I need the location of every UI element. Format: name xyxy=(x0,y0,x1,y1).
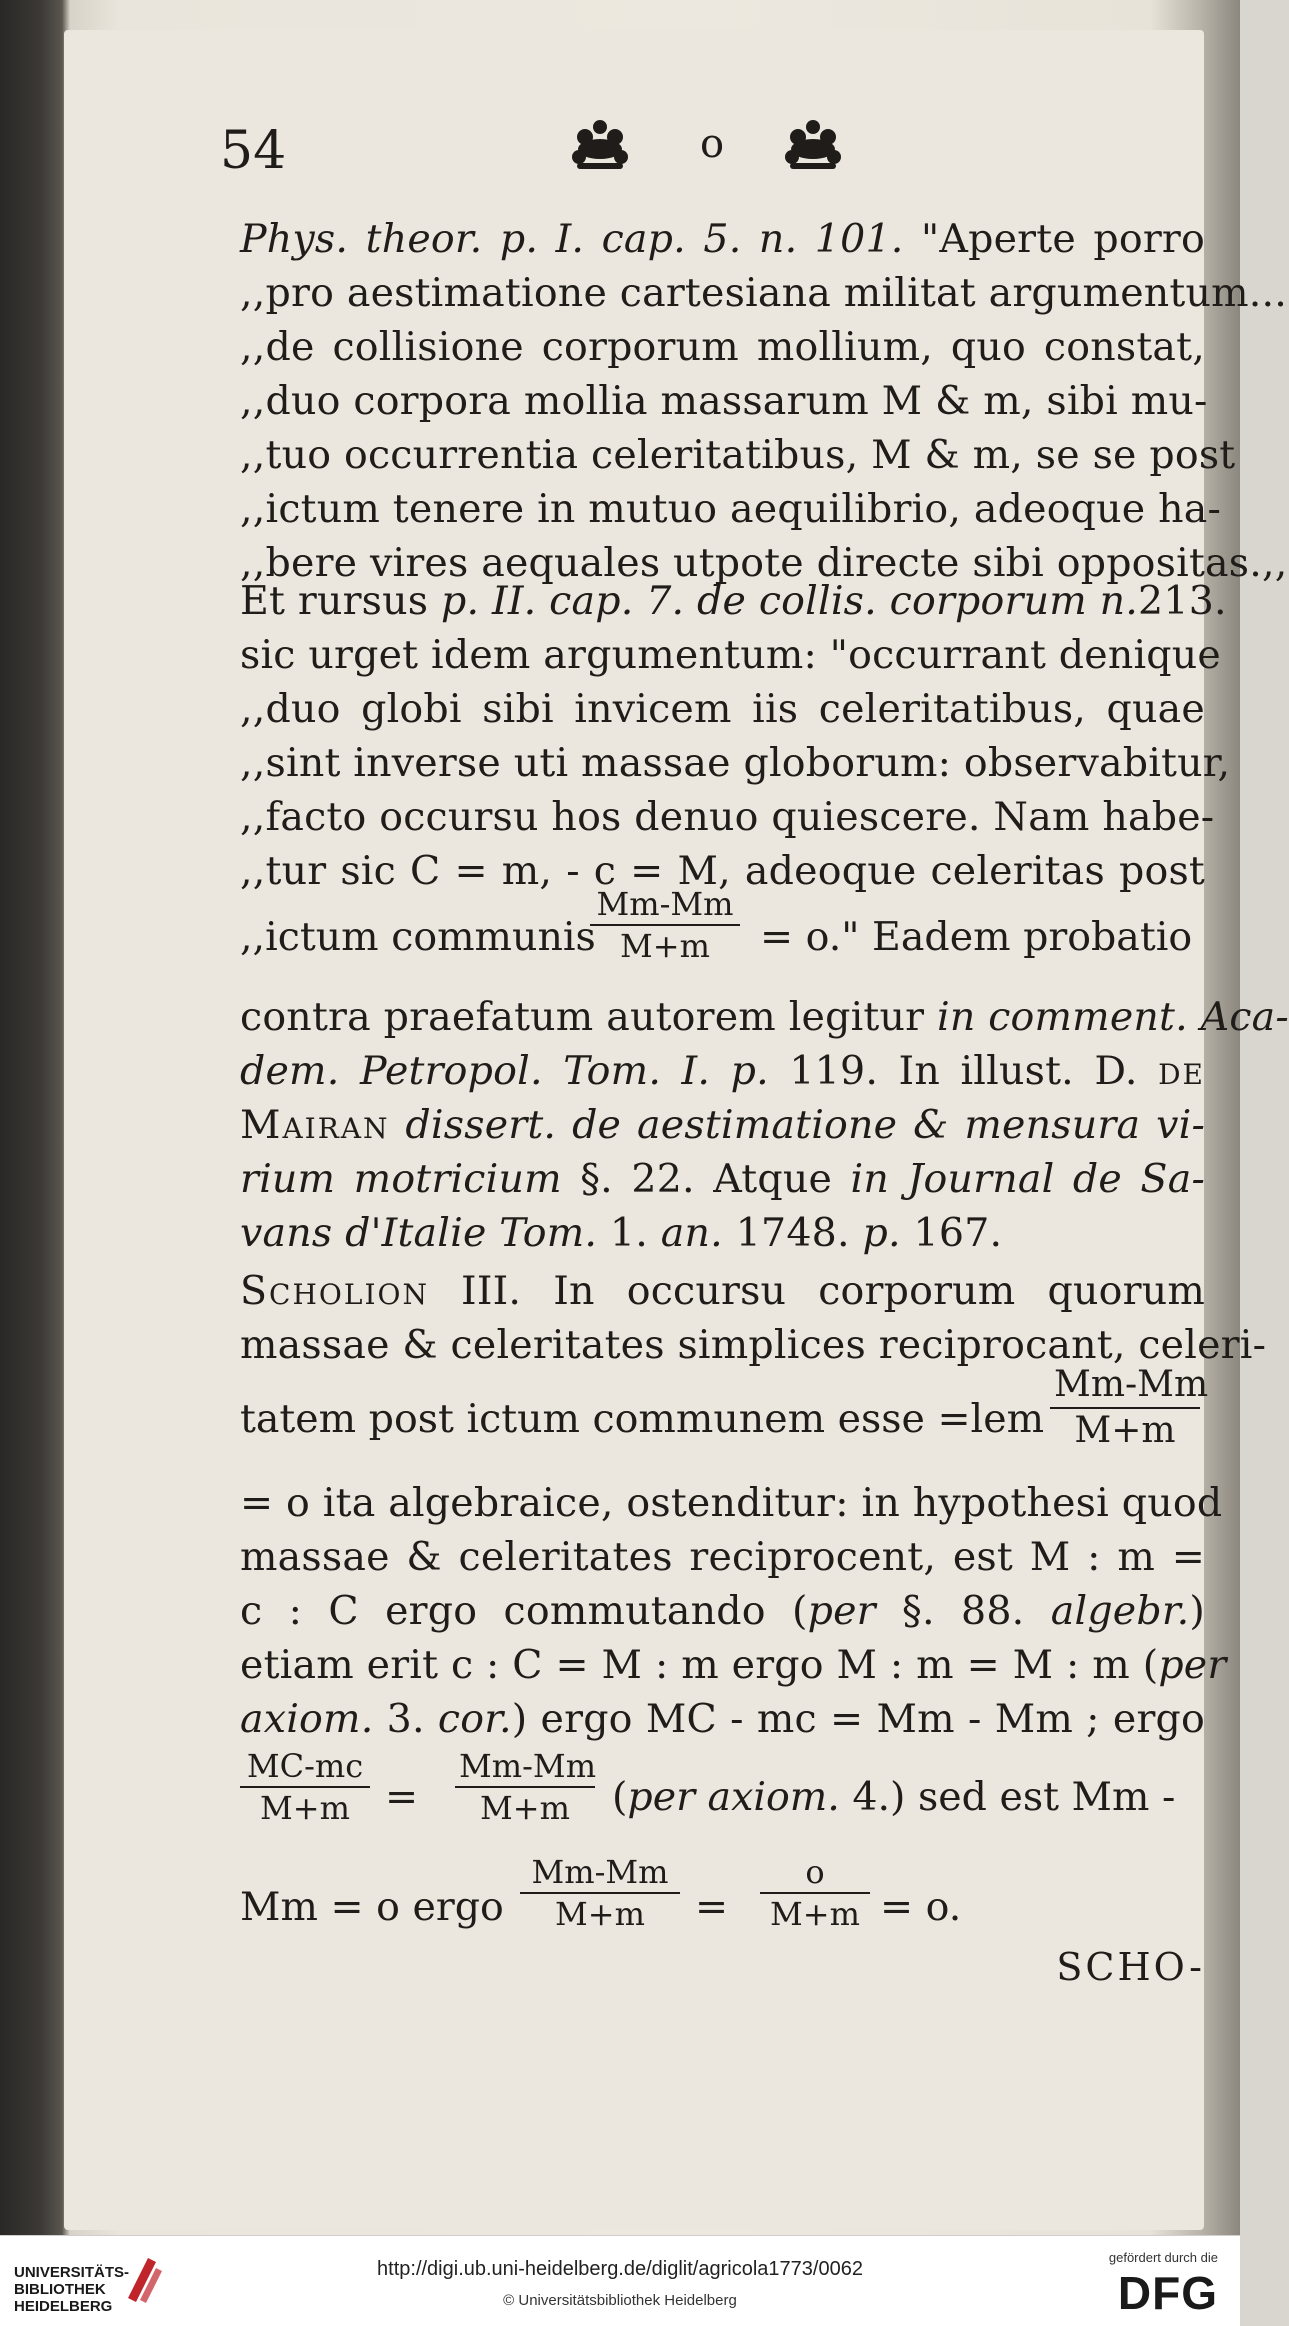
text-line: = o ita algebraice, ostenditur: in hypothesi quod xyxy=(240,1480,1223,1526)
text-fragment: = xyxy=(385,1774,419,1820)
page-header xyxy=(0,115,1240,185)
text-line: Scholion III. In occursu corporum quorum xyxy=(240,1268,1205,1314)
text-line: massae & celeritates simplices reciprocant, celeri- xyxy=(240,1322,1267,1368)
text-fragment: = o. xyxy=(880,1884,962,1930)
footer-bar xyxy=(0,2235,1240,2326)
text-fragment: Mm = o ergo xyxy=(240,1884,504,1930)
fraction: $\frac{MC-mc}{M+m}$ xyxy=(240,1748,370,1826)
fleuron-left-icon xyxy=(565,115,635,175)
ornament-center: o xyxy=(700,121,725,167)
text-line: ,,duo globi sibi invicem iis celeritatibus, quae xyxy=(240,686,1205,732)
funder-logo: DFG xyxy=(1117,2267,1218,2319)
text-line: contra praefatum autorem legitur in comment. Aca- xyxy=(240,994,1289,1040)
text-line: ,,facto occursu hos denuo quiescere. Nam habe- xyxy=(240,794,1215,840)
fleuron-right-icon xyxy=(778,115,848,175)
text-line: c : C ergo commutando (per §. 88. algebr.) xyxy=(240,1588,1205,1634)
text-fragment: = o." Eadem probatio xyxy=(760,914,1193,960)
text-fragment: (per axiom. 4.) sed est Mm - xyxy=(612,1774,1176,1820)
text-line: etiam erit c : C = M : m ergo M : m = M : m (per xyxy=(240,1642,1227,1688)
text-line: ,,de collisione corporum mollium, quo constat, xyxy=(240,324,1205,370)
fraction: $\frac{Mm-Mm}{M+m}$ xyxy=(1050,1365,1200,1451)
text-line: dem. Petropol. Tom. I. p. 119. In illust. D. de xyxy=(240,1048,1205,1094)
text-line: massae & celeritates reciprocent, est M : m = xyxy=(240,1534,1205,1580)
text-line: ,,ictum tenere in mutuo aequilibrio, adeoque ha- xyxy=(240,486,1222,532)
fraction: $\frac{o}{M+m}$ xyxy=(760,1854,870,1932)
text-line: rium motricium §. 22. Atque in Journal de Sa- xyxy=(240,1156,1205,1202)
text-fragment: = xyxy=(695,1884,729,1930)
text-line: ,,tuo occurrentia celeritatibus, M & m, se se post xyxy=(240,432,1236,478)
library-logo-text: UNIVERSITÄTS- BIBLIOTHEK HEIDELBERG xyxy=(14,2264,130,2315)
funder-label: gefördert durch die xyxy=(1108,2250,1218,2265)
text-line: ,,pro aestimatione cartesiana militat argumentum... xyxy=(240,270,1288,316)
text-line: Mairan dissert. de aestimatione & mensura vi- xyxy=(240,1102,1205,1148)
page-number: 54 xyxy=(220,121,287,181)
text-line: ,,tur sic C = m, - c = M, adeoque celeritas post xyxy=(240,848,1205,894)
text-line: ,,duo corpora mollia massarum M & m, sibi mu- xyxy=(240,378,1208,424)
text-line: ,,sint inverse uti massae globorum: observabitur, xyxy=(240,740,1231,786)
text-line: vans d'Italie Tom. 1. an. 1748. p. 167. xyxy=(240,1210,1003,1256)
permalink-url[interactable]: http://digi.ub.uni-heidelberg.de/diglit/agricola1773/0062 xyxy=(377,2258,863,2280)
text-line: sic urget idem argumentum: "occurrant denique xyxy=(240,632,1222,678)
copyright-notice: © Universitätsbibliothek Heidelberg xyxy=(503,2292,737,2309)
text-line: Phys. theor. p. I. cap. 5. n. 101. "Aperte porro xyxy=(240,216,1205,262)
text-fragment: tatem post ictum communem esse =lem xyxy=(240,1396,1045,1442)
fraction: $\frac{Mm-Mm}{M+m}$ xyxy=(455,1748,595,1826)
text-line: Et rursus p. II. cap. 7. de collis. corporum n.213. xyxy=(240,578,1227,624)
fraction: $\frac{Mm-Mm}{M+m}$ xyxy=(520,1854,680,1932)
text-fragment: ,,ictum communis xyxy=(240,914,596,960)
text-line: ,,bere vires aequales utpote directe sibi oppositas.,, xyxy=(240,540,1288,586)
fraction: $\frac{Mm-Mm}{M+m}$ xyxy=(590,886,740,964)
catchword: SCHO- xyxy=(1056,1945,1205,1989)
text-line: axiom. 3. cor.) ergo MC - mc = Mm - Mm ; ergo xyxy=(240,1696,1205,1742)
